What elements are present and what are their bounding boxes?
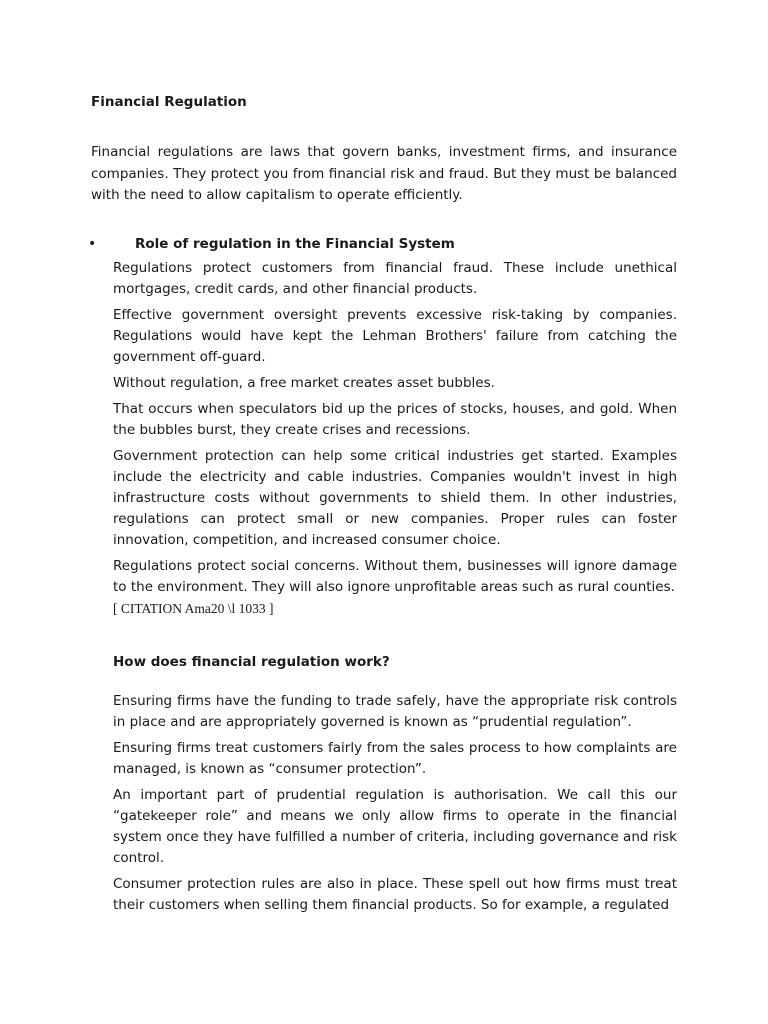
section2-heading: How does financial regulation work? [113,654,390,670]
section2-paragraph: Ensuring firms have the funding to trade safely, have the appropriate risk controls in place and are appropriately governed is known as “prudential regulation”. [113,693,677,730]
section1-bullet-row [88,234,688,254]
section1-paragraph: Regulations protect customers from financial fraud. These include unethical mortgages, credit cards, and other financial products. [113,260,677,297]
section1-paragraph: Government protection can help some critical industries get started. Examples include the electricity and cable industries. Companies wouldn't invest in high infrastructure costs without governments to shield them. In other industries, regulations can protect small or new companies. Proper rules can foster innovation, competition, and increased consumer choice. [113,448,677,548]
section1-paragraph-text: Regulations protect social concerns. Without them, businesses will ignore damage to the environment. They will also ignore unprofitable areas such as rural counties. [113,558,677,595]
section1-paragraph: That occurs when speculators bid up the prices of stocks, houses, and gold. When the bubbles burst, they create crises and recessions. [113,401,677,438]
document-title: Financial Regulation [91,94,247,110]
section1-body [113,258,677,625]
section2-paragraph: Consumer protection rules are also in place. These spell out how firms must treat their customers when selling them financial products. So for example, a regulated [113,876,677,913]
bullet-icon: • [88,236,97,252]
section1-last-paragraph [113,556,677,620]
section1-heading: Role of regulation in the Financial System [135,236,455,252]
intro-paragraph: Financial regulations are laws that govern banks, investment firms, and insurance companies. They protect you from financial risk and fraud. But they must be balanced with the need to allow capitalism to operate efficiently. [91,144,677,203]
section2-paragraph: An important part of prudential regulation is authorisation. We call this our “gatekeeper role” and means we only allow firms to operate in the financial system once they have fulfilled a number of criteria, including governance and risk control. [113,787,677,866]
section2-paragraph: Ensuring firms treat customers fairly from the sales process to how complaints are managed, is known as “consumer protection”. [113,740,677,777]
citation-field: [ CITATION Ama20 \l 1033 ] [113,601,274,616]
section2-body [113,691,677,921]
section1-paragraph: Effective government oversight prevents excessive risk-taking by companies. Regulations would have kept the Lehman Brothers' failure from catching the government off-guard. [113,307,677,365]
section1-paragraph: Without regulation, a free market creates asset bubbles. [113,375,495,391]
